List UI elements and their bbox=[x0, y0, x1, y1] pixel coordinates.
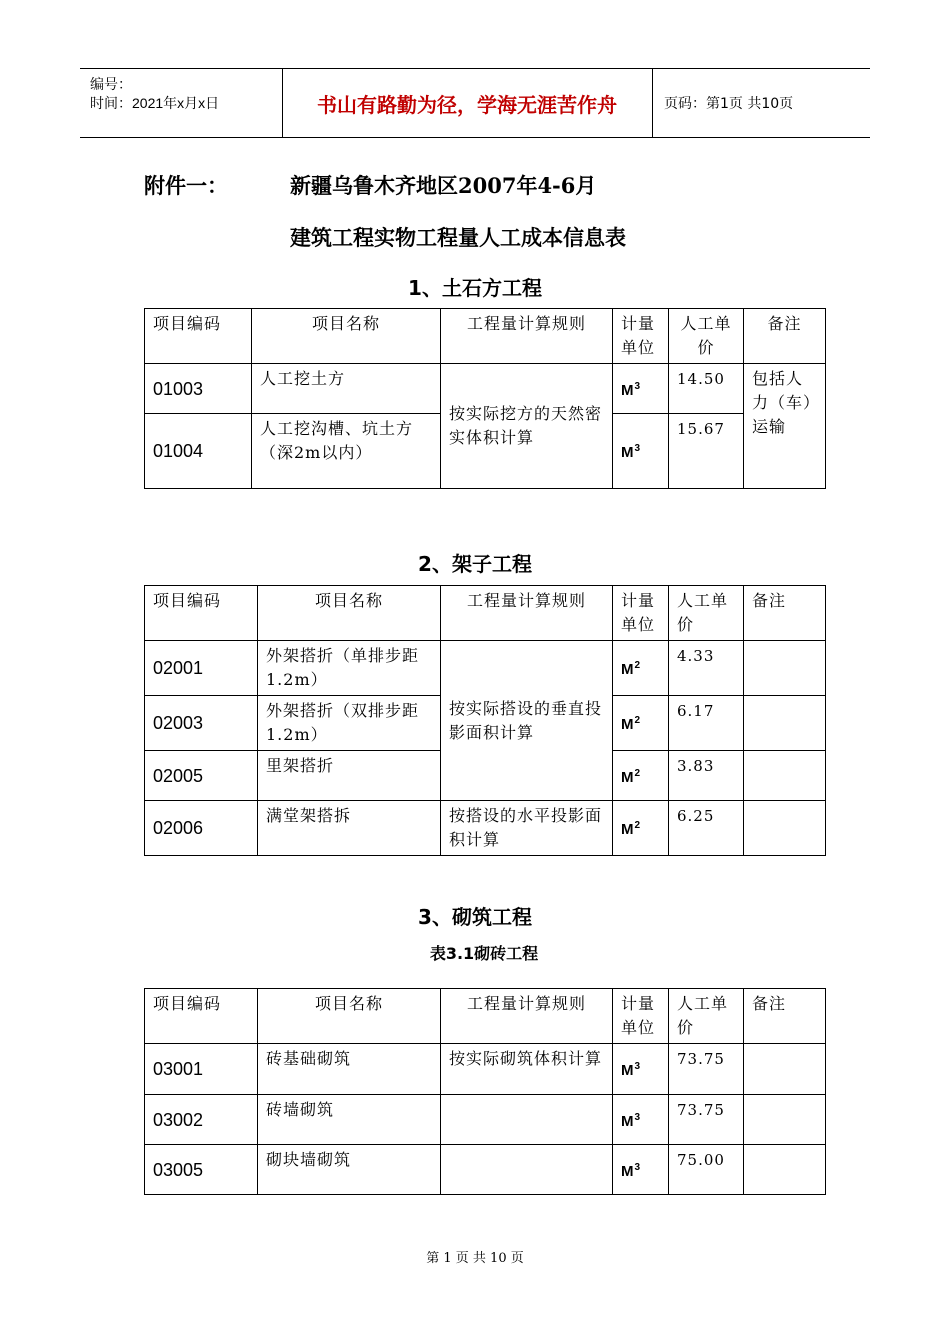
item-rule bbox=[441, 1145, 613, 1195]
item-unit: $M^2$ bbox=[613, 641, 669, 696]
table-caption-3-1: 表3.1砌砖工程 bbox=[429, 944, 539, 963]
table-header-row bbox=[145, 989, 826, 1044]
item-note bbox=[744, 801, 826, 856]
header-note: 备注 bbox=[744, 586, 826, 641]
item-code: 02001 bbox=[145, 641, 258, 696]
table-row bbox=[145, 641, 826, 696]
header-unit: 计量单位 bbox=[613, 309, 669, 364]
item-name: 满堂架搭拆 bbox=[258, 801, 441, 856]
item-note bbox=[744, 1095, 826, 1145]
item-name: 砖墙砌筑 bbox=[258, 1095, 441, 1145]
item-note bbox=[744, 1044, 826, 1095]
header-name: 项目名称 bbox=[252, 309, 441, 364]
table-row bbox=[145, 801, 826, 856]
item-name: 外架搭折（单排步距1.2m） bbox=[258, 641, 441, 696]
item-unit: $M^3$ bbox=[613, 1095, 669, 1145]
table-header-row bbox=[145, 309, 826, 364]
item-rule bbox=[441, 1095, 613, 1145]
item-rule: 按实际砌筑体积计算 bbox=[441, 1044, 613, 1095]
header-unit: 计量单位 bbox=[613, 989, 669, 1044]
table-row bbox=[145, 1145, 826, 1195]
item-unit: $M^3$ bbox=[613, 364, 669, 414]
header-note: 备注 bbox=[744, 989, 826, 1044]
header-price: 人工单价 bbox=[669, 586, 744, 641]
item-price: 75.00 bbox=[669, 1145, 744, 1195]
header-code: 项目编码 bbox=[145, 586, 258, 641]
item-unit: $M^3$ bbox=[613, 1044, 669, 1095]
item-unit: $M^2$ bbox=[613, 751, 669, 801]
item-price: 4.33 bbox=[669, 641, 744, 696]
item-note bbox=[744, 751, 826, 801]
item-code: 02006 bbox=[145, 801, 258, 856]
table-row bbox=[145, 1044, 826, 1095]
header-rule: 工程量计算规则 bbox=[441, 309, 613, 364]
table-row bbox=[145, 364, 826, 414]
header-page-info: 页码：第1页 共10页 bbox=[664, 96, 794, 112]
header-code: 项目编码 bbox=[145, 989, 258, 1044]
header-rule: 工程量计算规则 bbox=[441, 989, 613, 1044]
page-footer: 第 1 页 共 10 页 bbox=[426, 1251, 524, 1266]
item-name: 砖基础砌筑 bbox=[258, 1044, 441, 1095]
section-title-1: 1、土石方工程 bbox=[408, 276, 542, 300]
document-title-line1: 新疆乌鲁木齐地区2007年4-6月 bbox=[290, 173, 597, 198]
table-scaffolding bbox=[144, 585, 826, 856]
header-code: 项目编码 bbox=[145, 309, 252, 364]
item-rule: 按搭设的水平投影面积计算 bbox=[441, 801, 613, 856]
item-code: 01003 bbox=[145, 364, 252, 414]
section-title-2: 2、架子工程 bbox=[418, 552, 532, 576]
table-header-row bbox=[145, 586, 826, 641]
item-unit: $M^3$ bbox=[613, 414, 669, 489]
item-rule: 按实际搭设的垂直投影面积计算 bbox=[441, 641, 613, 801]
item-unit: $M^2$ bbox=[613, 801, 669, 856]
item-price: 3.83 bbox=[669, 751, 744, 801]
section-title-3: 3、砌筑工程 bbox=[418, 905, 532, 929]
item-price: 73.75 bbox=[669, 1095, 744, 1145]
item-unit: $M^2$ bbox=[613, 696, 669, 751]
item-name: 人工挖土方 bbox=[252, 364, 441, 414]
attachment-label: 附件一： bbox=[144, 174, 228, 198]
header-name: 项目名称 bbox=[258, 989, 441, 1044]
item-name: 里架搭折 bbox=[258, 751, 441, 801]
header-meta bbox=[80, 69, 283, 137]
header-unit: 计量单位 bbox=[613, 586, 669, 641]
table-masonry bbox=[144, 988, 826, 1195]
item-price: 6.25 bbox=[669, 801, 744, 856]
item-code: 02003 bbox=[145, 696, 258, 751]
item-note bbox=[744, 1145, 826, 1195]
time-label: 时间：2021年x月x日 bbox=[90, 95, 220, 111]
header-rule: 工程量计算规则 bbox=[441, 586, 613, 641]
header-price: 人工单价 bbox=[669, 309, 744, 364]
item-code: 02005 bbox=[145, 751, 258, 801]
item-note bbox=[744, 641, 826, 696]
header-price: 人工单价 bbox=[669, 989, 744, 1044]
header-motto: 书山有路勤为径，学海无涯苦作舟 bbox=[282, 69, 653, 137]
item-name: 人工挖沟槽、坑土方（深2m以内） bbox=[252, 414, 441, 489]
item-name: 外架搭折（双排步距1.2m） bbox=[258, 696, 441, 751]
item-name: 砌块墙砌筑 bbox=[258, 1145, 441, 1195]
item-price: 14.50 bbox=[669, 364, 744, 414]
document-title-line2: 建筑工程实物工程量人工成本信息表 bbox=[290, 225, 626, 250]
item-price: 6.17 bbox=[669, 696, 744, 751]
item-code: 03002 bbox=[145, 1095, 258, 1145]
item-note bbox=[744, 696, 826, 751]
number-label: 编号： bbox=[90, 76, 132, 92]
header-note: 备注 bbox=[744, 309, 826, 364]
item-rule: 按实际挖方的天然密实体积计算 bbox=[441, 364, 613, 489]
item-code: 01004 bbox=[145, 414, 252, 489]
item-price: 73.75 bbox=[669, 1044, 744, 1095]
header-name: 项目名称 bbox=[258, 586, 441, 641]
item-unit: $M^3$ bbox=[613, 1145, 669, 1195]
page-header bbox=[80, 68, 870, 138]
item-code: 03001 bbox=[145, 1044, 258, 1095]
item-note: 包括人力（车）运输 bbox=[744, 364, 826, 489]
table-row bbox=[145, 1095, 826, 1145]
item-price: 15.67 bbox=[669, 414, 744, 489]
table-earthwork bbox=[144, 308, 826, 489]
item-code: 03005 bbox=[145, 1145, 258, 1195]
